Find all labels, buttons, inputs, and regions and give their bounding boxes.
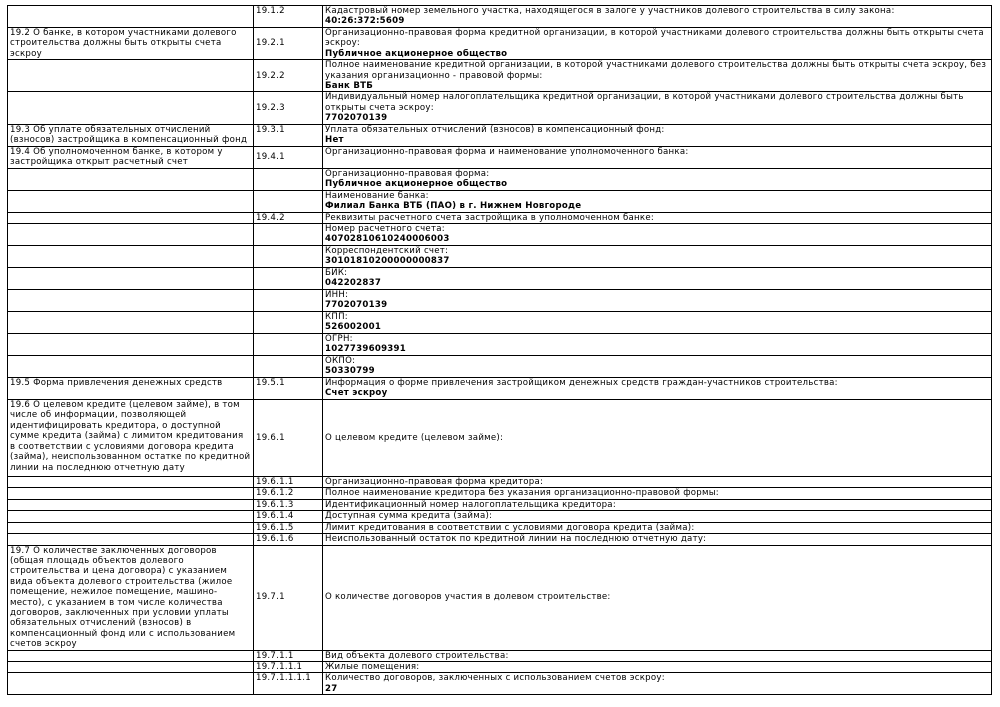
item-content-cell [323,673,992,695]
section-cell [8,212,254,223]
item-number-cell: 19.7.1.1 [254,650,323,661]
section-cell [8,534,254,545]
item-label: Кадастровый номер земельного участка, находящегося в залоге у участников долевого строительства в силу закона: [325,6,895,16]
item-content-cell [323,356,992,378]
item-number-cell: 19.6.1.6 [254,534,323,545]
item-number-cell: 19.2.1 [254,28,323,60]
item-number-cell [254,290,323,312]
section-cell [8,224,254,246]
table-row [8,522,992,533]
item-content-cell [323,28,992,60]
section-cell [8,477,254,488]
item-content-cell [323,661,992,672]
item-label: Идентификационный номер налогоплательщика кредитора: [325,499,616,510]
table-row [8,356,992,378]
item-label: ОГРН: [325,334,353,345]
item-number-cell: 19.7.1.1.1.1 [254,673,323,695]
item-value: Банк ВТБ [325,81,374,92]
section-cell [8,246,254,268]
table-row [8,488,992,499]
table-row [8,650,992,661]
section-cell [8,673,254,695]
item-content-cell [323,312,992,334]
section-cell: 19.3 Об уплате обязательных отчислений (взносов) застройщика в компенсационный фонд [8,124,254,146]
item-content-cell [323,511,992,522]
item-label: Корреспондентский счет: [325,246,449,257]
item-label: Организационно-правовая форма кредитора: [325,477,544,488]
section-cell [8,334,254,356]
table-row [8,190,992,212]
section-cell [8,268,254,290]
project-declaration-table [7,5,992,695]
item-value: 40702810610240006003 [325,234,450,245]
table-row [8,124,992,146]
item-content-cell [323,212,992,223]
item-content-cell [323,92,992,124]
table-row [8,28,992,60]
section-cell [8,499,254,510]
section-cell [8,488,254,499]
item-label: Доступная сумма кредита (займа): [325,511,493,522]
section-cell: 19.7 О количестве заключенных договоров (общая площадь объектов долевого строительства и цена договора) с указанием вида объекта долевого строительства (жилое помещение, нежилое помещение, машино-место), с указанием в том числе количества договоров, заключенных при условии уплаты обязательных отчислений (взносов) в компенсационный фонд или с использованием счетов эскроу [8,545,254,650]
item-number-cell: 19.1.2 [254,6,323,28]
item-label: Информация о форме привлечения застройщиком денежных средств граждан-участников строительства: [325,378,838,389]
item-number-cell [254,190,323,212]
section-cell [8,6,254,28]
item-label: Организационно-правовая форма кредитной организации, в которой участниками долевого строительства должны быть открыты счета эскроу: [325,28,984,49]
section-cell: 19.6 О целевом кредите (целевом займе), в том числе об информации, позволяющей идентифицировать кредитора, о доступной сумме кредита (займа) с лимитом кредитования в соответствии с условиями договора кредита (займа), неиспользованном остатке по кредитной линии на последнюю отчетную дату [8,400,254,477]
item-number-cell [254,356,323,378]
section-cell [8,522,254,533]
item-number-cell: 19.6.1.2 [254,488,323,499]
item-label: Полное наименование кредитора без указания организационно-правовой формы: [325,488,719,499]
item-content-cell [323,650,992,661]
item-label: Полное наименование кредитной организации, в которой участниками долевого строительства должны быть открыты счета эскроу, без указания организационно - правовой формы: [325,60,987,81]
table-row [8,212,992,223]
table-row [8,499,992,510]
section-cell [8,290,254,312]
item-content-cell [323,534,992,545]
item-label: Уплата обязательных отчислений (взносов) в компенсационный фонд: [325,124,665,135]
section-cell [8,92,254,124]
item-number-cell: 19.2.2 [254,60,323,92]
item-label: ИНН: [325,290,349,301]
item-number-cell: 19.6.1 [254,400,323,477]
section-cell: 19.4 Об уполномоченном банке, в котором у застройщика открыт расчетный счет [8,146,254,168]
item-number-cell [254,246,323,268]
item-content-cell [323,168,992,190]
item-label: Номер расчетного счета: [325,224,445,235]
table-row [8,224,992,246]
section-cell [8,661,254,672]
item-number-cell: 19.2.3 [254,92,323,124]
item-content-cell [323,246,992,268]
section-cell [8,650,254,661]
section-cell [8,190,254,212]
item-number-cell: 19.6.1.4 [254,511,323,522]
item-value: Нет [325,135,344,146]
item-value: Счет эскроу [325,388,388,399]
item-content-cell [323,6,992,28]
table-row [8,534,992,545]
item-content-cell [323,124,992,146]
item-content-cell [323,378,992,400]
item-value: 7702070139 [325,113,388,124]
item-label: КПП: [325,312,348,323]
item-content-cell [323,60,992,92]
item-label: Реквизиты расчетного счета застройщика в уполномоченном банке: [325,212,655,223]
item-content-cell [323,224,992,246]
item-content-cell [323,522,992,533]
item-number-cell [254,312,323,334]
item-label: Организационно-правовая форма: [325,168,490,179]
item-number-cell [254,334,323,356]
section-cell [8,511,254,522]
item-number-cell [254,168,323,190]
item-label: Лимит кредитования в соответствии с условиями договора кредита (займа): [325,522,695,533]
item-content-cell [323,488,992,499]
item-number-cell: 19.3.1 [254,124,323,146]
item-content-cell [323,190,992,212]
item-value: Филиал Банка ВТБ (ПАО) в г. Нижнем Новгороде [325,201,582,212]
section-cell: 19.2 О банке, в котором участниками долевого строительства должны быть открыты счета эскроу [8,28,254,60]
item-number-cell: 19.6.1.5 [254,522,323,533]
item-label: Наименование банка: [325,190,429,201]
table-row [8,545,992,650]
item-number-cell: 19.5.1 [254,378,323,400]
item-content-cell [323,477,992,488]
item-number-cell: 19.7.1.1.1 [254,661,323,672]
item-content-cell [323,400,992,477]
table-row [8,511,992,522]
item-label: О целевом кредите (целевом займе): [325,432,504,443]
item-value: 042202837 [325,278,382,289]
table-row [8,400,992,477]
item-number-cell: 19.4.2 [254,212,323,223]
section-cell [8,312,254,334]
table-row [8,312,992,334]
item-number-cell [254,224,323,246]
table-row [8,146,992,168]
item-value: 30101810200000000837 [325,256,450,267]
item-value: Публичное акционерное общество [325,48,508,59]
table-row [8,6,992,28]
item-label: ОКПО: [325,356,356,367]
section-cell: 19.5 Форма привлечения денежных средств [8,378,254,400]
item-label: О количестве договоров участия в долевом строительстве: [325,592,611,603]
item-value: 526002001 [325,322,382,333]
item-label: Вид объекта долевого строительства: [325,650,509,661]
table-row [8,246,992,268]
table-row [8,477,992,488]
item-content-cell [323,290,992,312]
table-row [8,290,992,312]
section-cell [8,356,254,378]
table-row [8,378,992,400]
table-row [8,661,992,672]
item-number-cell: 19.6.1.1 [254,477,323,488]
item-number-cell: 19.7.1 [254,545,323,650]
item-value: 40:26:372:5609 [325,16,405,27]
item-label: Жилые помещения: [325,661,420,672]
table-row [8,92,992,124]
item-label: Количество договоров, заключенных с использованием счетов эскроу: [325,673,665,684]
table-row [8,673,992,695]
table-body [8,6,992,695]
item-content-cell [323,499,992,510]
table-row [8,60,992,92]
item-content-cell [323,268,992,290]
table-row [8,334,992,356]
item-value: Публичное акционерное общество [325,179,508,190]
item-value: 1027739609391 [325,344,406,355]
item-label: Неиспользованный остаток по кредитной линии на последнюю отчетную дату: [325,534,707,545]
item-content-cell [323,334,992,356]
item-value: 7702070139 [325,300,388,311]
item-number-cell [254,268,323,290]
item-label: Организационно-правовая форма и наименование уполномоченного банка: [325,146,689,157]
item-content-cell [323,146,992,168]
item-number-cell: 19.4.1 [254,146,323,168]
table-row [8,168,992,190]
section-cell [8,168,254,190]
item-value: 27 [325,683,338,694]
item-number-cell: 19.6.1.3 [254,499,323,510]
section-cell [8,60,254,92]
item-content-cell [323,545,992,650]
item-label: БИК: [325,268,348,279]
item-value: 50330799 [325,366,375,377]
table-row [8,268,992,290]
item-label: Индивидуальный номер налогоплательщика кредитной организации, в которой участниками долевого строительства должны быть открыты счета эскроу: [325,92,964,113]
